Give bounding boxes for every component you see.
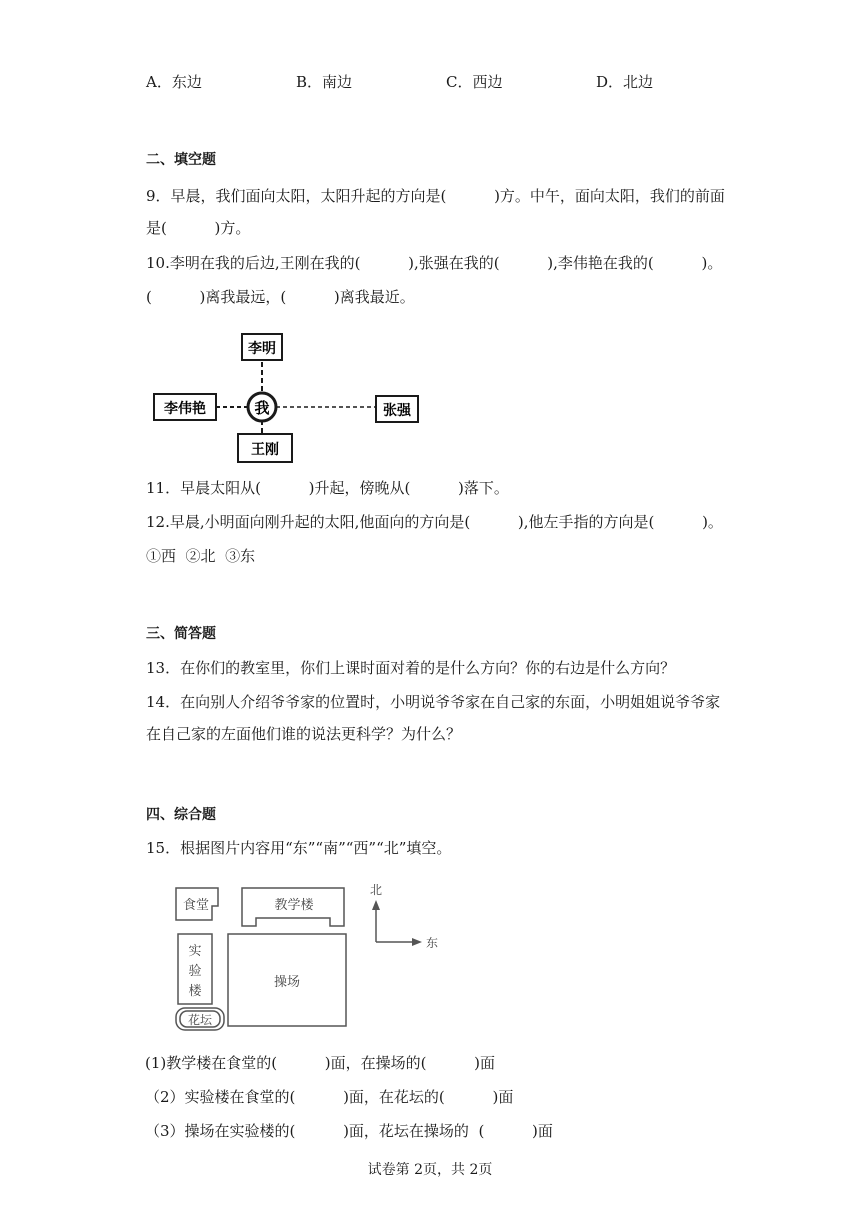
question-11: 11．早晨太阳从( )升起，傍晚从( )落下。 xyxy=(146,479,509,497)
page-footer: 试卷第 2页，共 2页 xyxy=(367,1162,493,1178)
map-lab-char-2: 验 xyxy=(188,964,202,979)
option-a: A．东边 xyxy=(146,73,202,91)
section-fill-blank-heading: 二、填空题 xyxy=(146,152,216,168)
section-short-answer-heading: 三、简答题 xyxy=(146,626,216,642)
option-c: C．西边 xyxy=(446,73,503,91)
compass-north: 北 xyxy=(369,883,383,897)
diagram-center-me: 我 xyxy=(254,399,270,417)
option-d: D．北边 xyxy=(596,73,654,91)
map-lab-char-3: 楼 xyxy=(188,984,202,999)
question-10-line-2: ( )离我最远，( )离我最近。 xyxy=(146,288,415,306)
position-diagram xyxy=(150,330,430,466)
question-10-line-1: 10.李明在我的后边,王刚在我的( ),张强在我的( ),李伟艳在我的( )。 xyxy=(146,254,723,272)
map-canteen: 食堂 xyxy=(182,898,210,913)
map-lab-char-1: 实 xyxy=(188,944,202,959)
map-teaching-building: 教学楼 xyxy=(274,898,314,913)
question-13: 13．在你们的教室里，你们上课时面对着的是什么方向？你的右边是什么方向？ xyxy=(146,659,676,677)
diagram-label-bottom: 王刚 xyxy=(251,442,279,458)
question-9-line-2: 是( )方。 xyxy=(146,219,251,237)
diagram-label-right: 张强 xyxy=(383,403,411,419)
section-comprehensive-heading: 四、综合题 xyxy=(146,807,216,823)
question-12-options: ①西 ②北 ③东 xyxy=(146,547,256,565)
question-15-part-2: （2）实验楼在食堂的( )面，在花坛的( )面 xyxy=(145,1088,514,1106)
question-15-part-1: (1)教学楼在食堂的( )面，在操场的( )面 xyxy=(145,1054,496,1072)
question-14-line-2: 在自己家的左面他们谁的说法更科学？为什么？ xyxy=(146,725,462,743)
map-garden: 花坛 xyxy=(187,1013,213,1027)
diagram-label-top: 李明 xyxy=(248,341,276,357)
option-b: B．南边 xyxy=(296,73,353,91)
compass-east: 东 xyxy=(425,936,439,950)
diagram-label-left: 李伟艳 xyxy=(164,401,206,417)
question-15-part-3: （3）操场在实验楼的( )面，花坛在操场的 ( )面 xyxy=(145,1122,553,1140)
question-12-line-1: 12.早晨,小明面向刚升起的太阳,他面向的方向是( ),他左手指的方向是( )。 xyxy=(146,513,723,531)
question-9-line-1: 9．早晨，我们面向太阳，太阳升起的方向是( )方。中午，面向太阳，我们的前面 xyxy=(146,187,725,205)
question-14-line-1: 14．在向别人介绍爷爷家的位置时，小明说爷爷家在自己家的东面，小明姐姐说爷爷家 xyxy=(146,693,721,711)
map-playground: 操场 xyxy=(273,975,301,990)
question-15: 15．根据图片内容用“东”“南”“西”“北”填空。 xyxy=(146,839,452,857)
school-map-diagram xyxy=(170,876,445,1036)
